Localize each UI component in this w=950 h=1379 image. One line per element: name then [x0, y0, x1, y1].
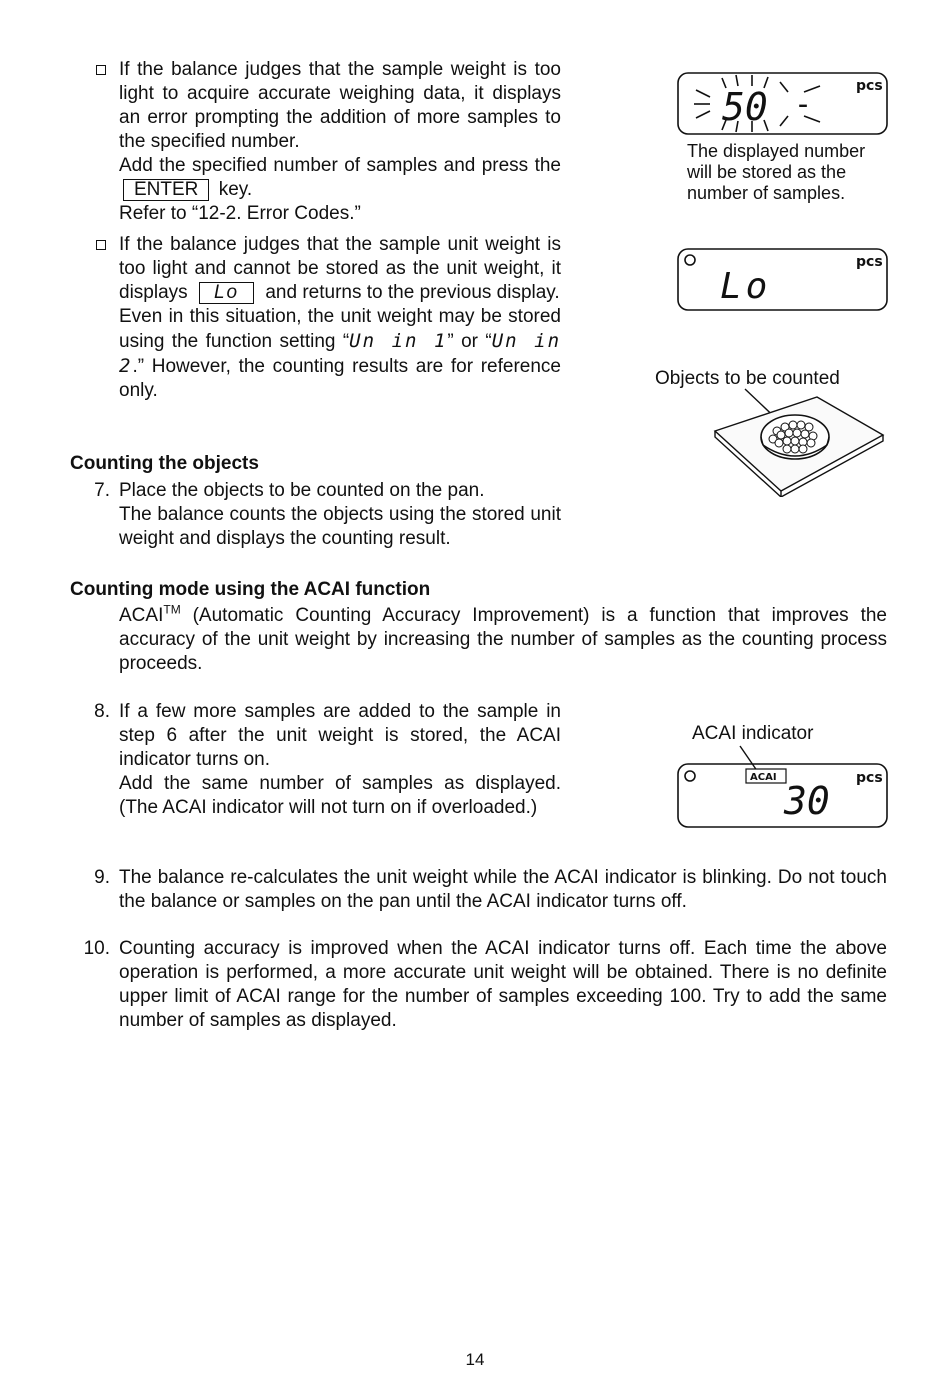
lo-display-inline: Lo: [199, 282, 254, 304]
step-7-text-b: The balance counts the objects using the stored unit weight and displays the counting result.: [119, 504, 561, 549]
objects-caption: Objects to be counted: [655, 368, 840, 389]
bullet-2-note: [119, 305, 561, 403]
display-panel-acai: [676, 742, 890, 830]
step-8: [119, 700, 561, 820]
step-8-text-b: Add the same number of samples as displayed. (The ACAI indicator will not turn on if overloaded.): [119, 773, 561, 818]
acai-heading: Counting mode using the ACAI function: [70, 579, 431, 600]
step-8-text-a: If a few more samples are added to the sample in step 6 after the unit weight is stored, the ACAI indicator turns on.: [119, 701, 561, 770]
enter-key: ENTER: [123, 179, 209, 201]
note-text-post: .” However, the counting results are for reference only.: [119, 356, 561, 401]
unit-setting-2: Un in 2: [119, 330, 562, 377]
step-7-text-a: Place the objects to be counted on the pan.: [119, 480, 485, 501]
acai-name: ACAI: [119, 605, 164, 626]
step-9-text: The balance re-calculates the unit weight while the ACAI indicator is blinking. Do not touch the balance or samples on the pan until the ACAI indicator turns off.: [119, 867, 887, 912]
step-9-number: 9.: [94, 867, 110, 888]
display-lo-digits: Lo: [720, 266, 772, 307]
display-panel-lo: [676, 246, 890, 314]
bullet-2-text: [119, 233, 561, 305]
page-number: 14: [465, 1350, 485, 1369]
step-10-text: Counting accuracy is improved when the ACAI indicator turns off. Each time the above operation is performed, a more accurate unit weight will be obtained. There is no definite upper limit of ACAI range for the number of samples exceeding 100. Try to add the same number of samples as displayed.: [119, 938, 887, 1031]
note-text-mid: ” or “: [447, 331, 492, 352]
bullet-2-text-a-end: and returns to the previous display.: [265, 282, 560, 303]
checkbox-bullet-2: [96, 240, 106, 250]
bullet-1: [119, 58, 561, 226]
acai-display-label: ACAI: [750, 772, 777, 783]
acai-intro: [119, 604, 887, 676]
acai-display-unit: pcs: [856, 770, 883, 786]
display-top-caption: The displayed number will be stored as the number of samples.: [687, 141, 866, 203]
unit-setting-1: Un in 1: [349, 330, 448, 352]
stable-indicator-icon: [685, 771, 695, 781]
display-top-digits: 50: [722, 85, 768, 129]
step-7: [119, 479, 561, 551]
bullet-1-reference: Refer to “12-2. Error Codes.”: [119, 203, 361, 224]
stable-indicator-icon: [685, 255, 695, 265]
instruction-suffix: key.: [218, 179, 253, 200]
acai-indicator-caption: ACAI indicator: [692, 723, 814, 744]
bullet-1-instruction: [119, 154, 561, 202]
bullet-2-text-a: If the balance judges that the sample unit weight is too light and cannot be stored as the unit weight, it displays: [119, 234, 561, 303]
acai-intro-text: (Automatic Counting Accuracy Improvement) is a function that improves the accuracy of the unit weight by increasing the number of samples as the counting process proceeds.: [119, 605, 887, 674]
step-10-number: 10.: [83, 938, 110, 959]
pan-with-objects-illustration: [705, 385, 895, 497]
checkbox-bullet-1: [96, 65, 106, 75]
display-panel-top: [676, 70, 890, 138]
counting-heading: Counting the objects: [70, 453, 259, 474]
instruction-text: Add the specified number of samples and press the: [119, 155, 561, 176]
acai-display-digits: 30: [784, 779, 830, 823]
bullet-2: [119, 233, 561, 403]
display-lo-unit: pcs: [856, 254, 883, 270]
note-text-pre: Even in this situation, the unit weight may be stored using the function setting “: [119, 306, 561, 352]
display-top-unit: pcs: [856, 78, 883, 94]
bullet-1-text: If the balance judges that the sample weight is too light to acquire accurate weighing data, it displays an error prompting the addition of more samples to the specified number.: [119, 59, 561, 152]
display-top-dash: -: [794, 87, 813, 122]
trademark: TM: [163, 602, 181, 617]
step-7-number: 7.: [94, 480, 110, 501]
step-8-number: 8.: [94, 701, 110, 722]
